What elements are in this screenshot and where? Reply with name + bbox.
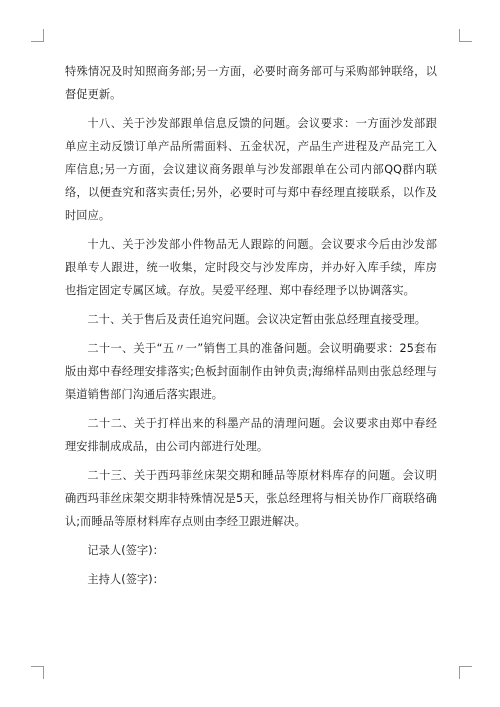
crop-mark-top-right [459, 29, 472, 42]
crop-mark-bottom-left [31, 666, 44, 679]
paragraph-item-18: 十八、关于沙发部跟单信息反馈的问题。会议要求：一方面沙发部跟单应主动反馈订单产品所需面料、五金状况，产品生产进程及产品完工入库信息;另一方面，会议建议商务跟单与沙发部跟单在公司内部QQ群内联络，以便查究和落实责任;另外，必要时可与郑中春经理直接联系，以作及时回应。 [65, 117, 437, 222]
paragraph-item-21: 二十一、关于“五〃一”销售工具的准备问题。会议明确要求：25套布版由郑中春经理安排落实;色板封面制作由钟负责;海绵样品则由张总经理与渠道销售部门沟通后落实跟进。 [65, 342, 437, 401]
paragraph-item-19: 十九、关于沙发部小件物品无人跟踪的问题。会议要求今后由沙发部跟单专人跟进，统一收集，定时段交与沙发库房，并办好入库手续，库房也指定固定专属区域。存放。吴爱平经理、郑中春经理予以协调落实。 [65, 238, 437, 297]
paragraph-item-20: 二十、关于售后及责任追究问题。会议决定暂由张总经理直接受理。 [87, 313, 427, 326]
recorder-signature-label: 记录人(签字)： [87, 544, 165, 557]
crop-mark-bottom-right [459, 666, 472, 679]
crop-mark-top-left [31, 29, 44, 42]
paragraph-item-23: 二十三、关于西玛菲丝床架交期和睡品等原材料库存的问题。会议明确西玛菲丝床架交期非特殊情况是5天，张总经理将与相关协作厂商联络确认;而睡品等原材料库存点则由李经卫跟进解决。 [65, 469, 437, 528]
document-body [65, 60, 437, 591]
paragraph-continuation: 特殊情况及时知照商务部;另一方面，必要时商务部可与采购部钟联络，以督促更新。 [65, 65, 437, 101]
host-signature-label: 主持人(签字)： [87, 573, 165, 586]
paragraph-item-22: 二十二、关于打样出来的科墨产品的清理问题。会议要求由郑中春经理安排制成成品，由公司内部进行处理。 [65, 417, 437, 453]
